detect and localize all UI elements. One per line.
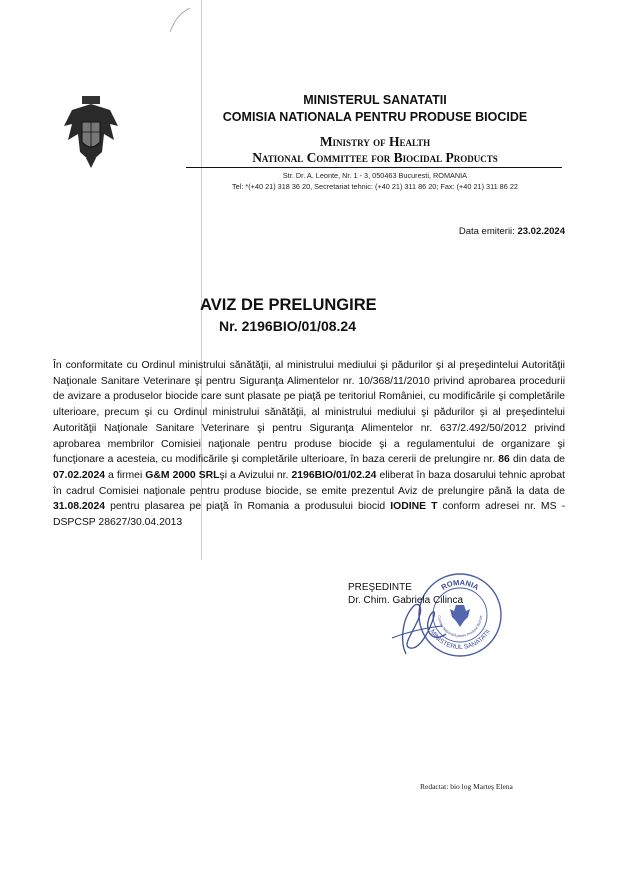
header-divider	[186, 167, 562, 168]
signatory-role: PREŞEDINTE	[348, 582, 412, 593]
committee-name-ro: COMISIA NATIONALA PENTRU PRODUSE BIOCIDE	[222, 110, 528, 124]
header-contacts: Tel: *(+40 21) 318 36 20, Secretariat tehnic: (+40 21) 311 86 20; Fax: (+40 21) 311 86 22	[232, 182, 518, 191]
ministry-name-en: Ministry of Health	[319, 134, 431, 149]
stamp-top-text: ROMANIA	[439, 577, 481, 592]
body-text-1: În conformitate cu Ordinul ministrului sănătăţii, al ministrului mediului şi pădurilor şi al preşedintelui Autorităţii Naţionale Sanitare Veterinare şi pentru Siguranţa Alimentelor nr. 10/368/11/2010 privind aprobarea procedurii de avizare a produselor biocide care sunt plasate pe piaţă pe teritoriul României, cu modificările şi completările ulterioare, precum şi cu Ordinul ministrului sănătăţii, al ministrului mediului şi pădurilor şi al preşedintelui Autorităţii Naţionale Sanitare Veterinare şi pentru Siguranţa Alimentelor nr. 637/2.492/50/2012 privind aprobarea membrilor Comisiei naţionale pentru produse biocide şi a regulamentului de organizare şi funcţionare a acesteia, cu modificările şi completările ulterioare, în baza cererii de prelungire nr.	[53, 360, 565, 466]
handwritten-signature	[372, 590, 462, 660]
body-text-7: conform adresei nr. MS - DSPCSP 28627/30.04.2013	[53, 501, 566, 529]
header-address: Str. Dr. A. Leonte, Nr. 1 - 3, 050463 Bucuresti, ROMANIA	[282, 171, 468, 180]
issue-date-label: Data emiterii:	[458, 226, 515, 237]
document-title: AVIZ DE PRELUNGIRE	[200, 296, 377, 314]
body-text-5: eliberat în baza dosarului tehnic aprobat în cadrul Comisiei naţionale pentru produse biocide, se emite prezentul Aviz de prelungire până la data de	[53, 469, 565, 497]
drafted-by-note: Redactat: bio log Marteș Elena	[420, 782, 513, 791]
document-number: Nr. 2196BIO/01/08.24	[219, 318, 356, 334]
company-name: G&M 2000 SRL	[145, 469, 220, 481]
issue-date-value: 23.02.2024	[517, 226, 565, 237]
valid-until-date: 31.08.2024	[53, 501, 106, 513]
committee-name-en: National Committee for Biocidal Products	[252, 150, 498, 165]
signatory-name: Dr. Chim. Gabriela Cilinca	[348, 595, 464, 606]
issue-date-line	[459, 226, 565, 237]
request-number: 86	[498, 454, 510, 466]
body-text-3: a firmei	[108, 469, 143, 481]
page-corner-mark	[168, 6, 192, 34]
coat-of-arms-icon	[62, 96, 120, 168]
ministry-name-ro: MINISTERUL SANATATII	[303, 93, 447, 107]
product-name: IODINE T	[390, 501, 438, 513]
request-date: 07.02.2024	[53, 469, 106, 481]
stamp-bottom-text: MINISTERUL SANATATII	[428, 628, 492, 652]
body-text-2: din data de	[513, 454, 566, 466]
notice-body-paragraph	[53, 358, 565, 531]
prior-notice-number: 2196BIO/01/02.24	[291, 469, 377, 481]
body-text-4: şi a Avizului nr.	[219, 469, 289, 481]
body-text-6: pentru plasarea pe piaţă în Romania a produsului biocid	[110, 501, 386, 513]
stamp-inner-text: Comisia Naţională pentru Produse Biocide	[436, 615, 484, 639]
